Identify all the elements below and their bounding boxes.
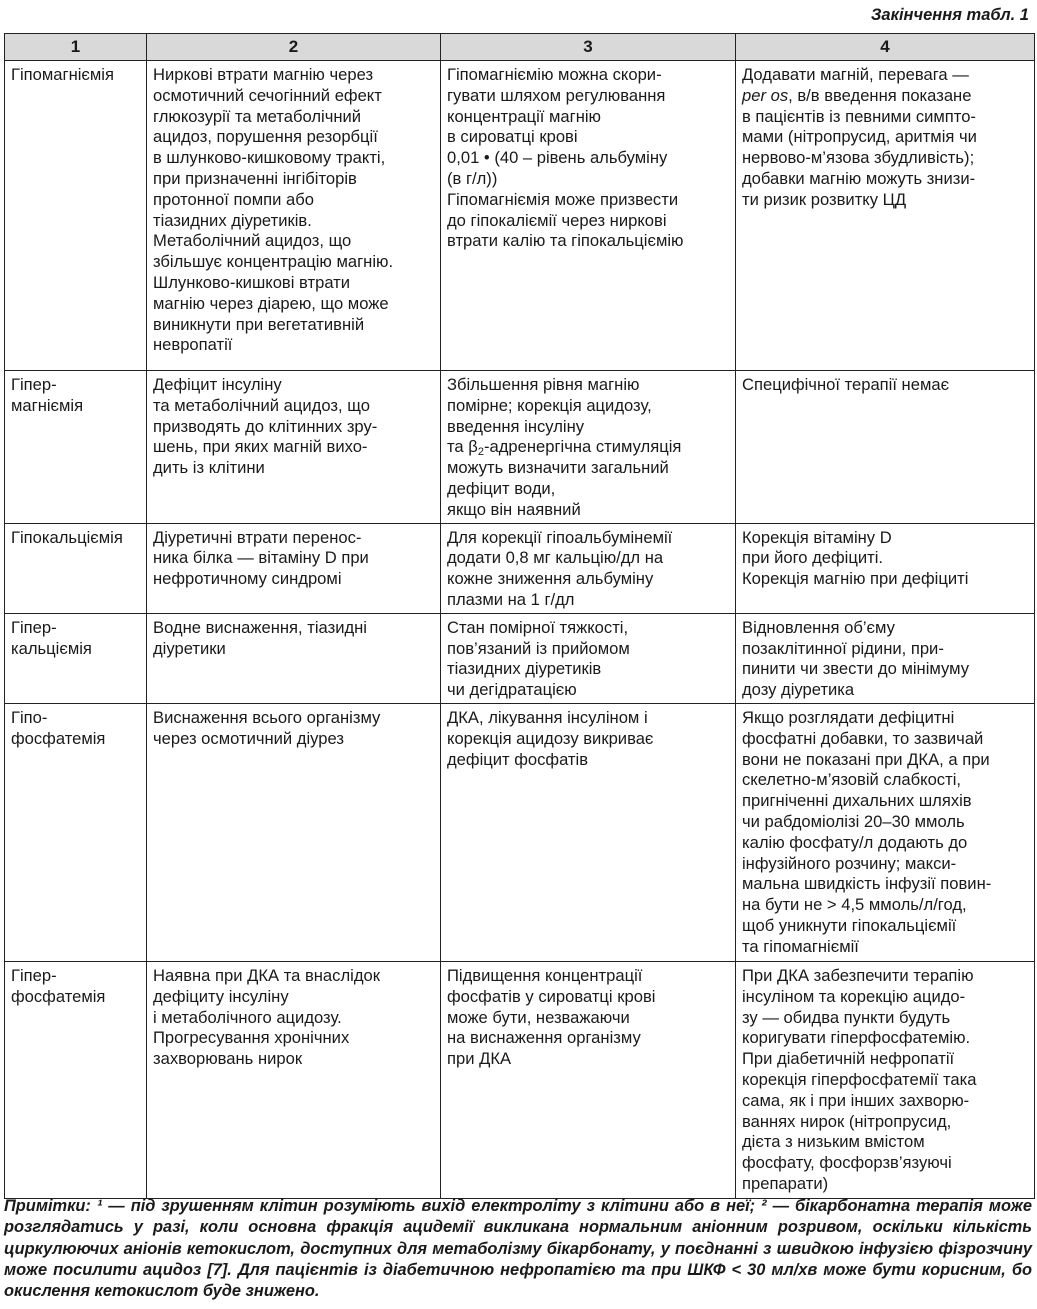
table-caption: Закінчення табл. 1 xyxy=(870,6,1029,24)
treatment-cell: Відновлення об’єму позаклітинної рідини, при- пинити чи звести до мінімуму дозу діуретика xyxy=(742,617,969,700)
condition-cell: Гіпер- кальціємія xyxy=(11,617,92,658)
table-row xyxy=(5,613,1035,703)
condition-cell: Гіпомагніємія xyxy=(11,65,114,84)
treatment-cell: Якщо розглядати дефіцитні фосфатні добавки, то зазвичай вони не показані при ДКА, а при скелетно-м’язовій слабкості, пригніченні дихальних шляхів чи рабдоміолізі 20–30 ммоль калію фосфату/л додають до інфузійного розчину; макси- мальна швидкість інфузії повин- на бути не > 4,5 ммоль/л/год, щоб уникнути гіпокальціємії та гіпомагніємії xyxy=(742,707,992,956)
beta-subscript: 2 xyxy=(477,446,484,459)
table-header-row xyxy=(5,34,1035,61)
header-col-4: 4 xyxy=(736,34,1035,61)
cause-cell: Водне виснаження, тіазидні діуретики xyxy=(153,617,367,658)
cause-cell: Виснаження всього організму через осмотичний діурез xyxy=(153,707,381,748)
condition-cell: Гіпер- магніємія xyxy=(11,375,84,415)
table-notes xyxy=(4,1196,1032,1302)
cause-cell: Наявна при ДКА та внаслідок дефіциту інсуліну і метаболічного ацидозу. Прогресування хронічних захворювань нирок xyxy=(153,965,380,1069)
condition-cell: Гіпер- фосфатемія xyxy=(11,965,106,1006)
header-col-2: 2 xyxy=(147,34,441,61)
cause-cell: Дефіцит інсуліну та метаболічний ацидоз, що призводять до клітинних зру- шень, при яких магній вихо- дить із клітини xyxy=(153,375,378,478)
table-row xyxy=(5,61,1035,371)
table-row xyxy=(5,371,1035,524)
notes-text: Примітки: ¹ — під зрушенням клітин розуміють вихід електроліту з клітини або в неї; ² — бікарбонатна терапія може розглядатись у разі, коли основна фракція ацидемії викликана нормальним аніонним розривом, оскільки кількість циркулюючих аніонів кетокислот, доступних для метаболізму бікарбонату, у поєднанні з швидкою інфузією фізрозчину може посилити ацидоз [7]. Для пацієнтів із діабетичною нефропатією та при ШКФ < 30 мл/хв може бути корисним, бо окислення кетокислот буде знижено. xyxy=(4,1197,1032,1301)
table-row xyxy=(5,961,1035,1198)
condition-cell: Гіпокальціємія xyxy=(11,527,123,547)
comment-cell: Збільшення рівня магнію помірне; корекція ацидозу, введення інсуліну та $\beta_2$-адренергічна стимуляція можуть визначити загальний дефіцит води, якщо він наявний xyxy=(447,375,682,519)
table-row xyxy=(5,703,1035,961)
comment-cell: Для корекції гіпоальбумінемії додати 0,8 мг кальцію/дл на кожне зниження альбуміну плазми на 1 г/дл xyxy=(447,527,673,609)
condition-cell: Гіпо- фосфатемія xyxy=(11,707,106,748)
comment-cell: ДКА, лікування інсуліном і корекція ацидозу викриває дефіцит фосфатів xyxy=(447,707,654,769)
treatment-cell: Корекція вітаміну D при його дефіциті. Корекція магнію при дефіциті xyxy=(742,527,969,589)
comment-cell: Гіпомагніємію можна скори- гувати шляхом регулювання концентрації магнію в сироватці крові 0,01 • (40 – рівень альбуміну (в г/л)) Гіпомагніємія може призвести до гіпокаліємії через ниркові втрати калію та гіпокальціємію xyxy=(447,65,684,251)
treatment-cell: Специфічної терапії немає xyxy=(742,375,950,394)
per-os-italic: per os xyxy=(742,85,789,105)
cause-cell: Ниркові втрати магнію через осмотичний сечогінний ефект глюкозурії та метаболічний ацидоз, порушення резорбції в шлунково-кишковому тракті, при призначенні інгібіторів протонної помпи або тіазидних діуретиків. Метаболічний ацидоз, що збільшує концентрацію магнію. Шлунково-кишкові втрати магнію через діарею, що може виникнути при вегетативній невропатії xyxy=(153,65,394,355)
treatment-cell: Додавати магній, перевага — per os, в/в введення показане в пацієнтів із певними симпто- мами (нітропрусид, аритмія чи нервово-м’язова збудливість); добавки магнію можуть знизи- ти ризик розвитку ЦД xyxy=(742,65,977,209)
comment-cell: Підвищення концентрації фосфатів у сироватці крові може бути, незважаючи на виснаження організму при ДКА xyxy=(447,965,656,1069)
header-col-1: 1 xyxy=(5,34,147,61)
comment-cell: Стан помірної тяжкості, пов’язаний із прийомом тіазидних діуретиків чи дегідратацією xyxy=(447,617,630,700)
cause-cell: Діуретичні втрати перенос- ника білка — вітаміну D при нефротичному синдромі xyxy=(153,527,369,589)
electrolyte-table xyxy=(4,33,1035,1199)
treatment-cell: При ДКА забезпечити терапію інсуліном та корекцію ацидо- зу — обидва пункти будуть коригувати гіперфосфатемію. При діабетичній нефропатії корекція гіперфосфатемії така сама, як і при інших захворю- ваннях нирок (нітропрусид, дієта з низьким вмістом фосфату, фосфорзв’язуючі препарати) xyxy=(742,965,977,1193)
header-col-3: 3 xyxy=(441,34,736,61)
table-row xyxy=(5,523,1035,613)
